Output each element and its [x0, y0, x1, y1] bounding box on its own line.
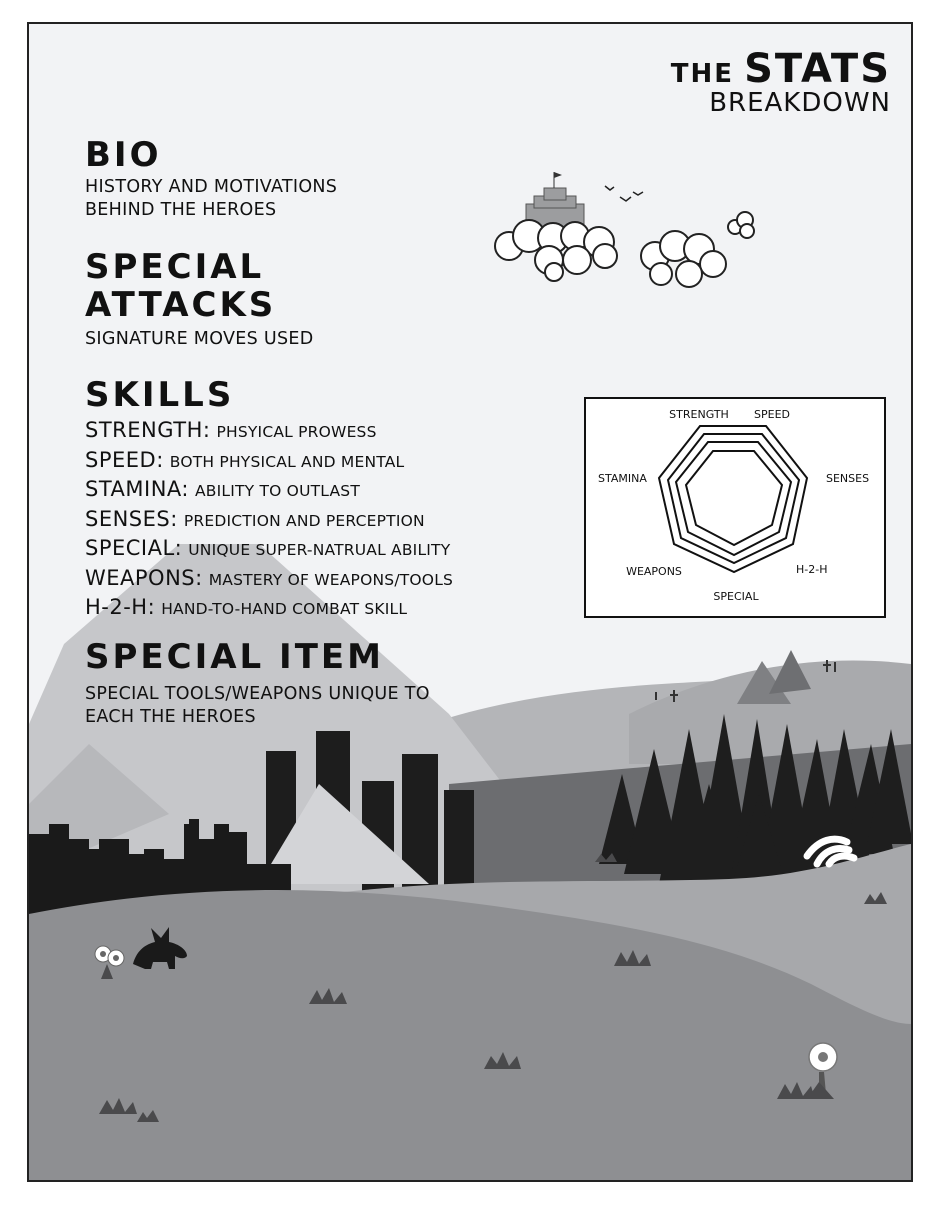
label-special: SPECIAL	[713, 590, 759, 603]
special-item-desc-line2: EACH THE HEROES	[85, 707, 256, 727]
bio-desc-line2: BEHIND THE HEROES	[85, 200, 277, 220]
skill-row-strength	[85, 418, 453, 448]
label-h2h: H-2-H	[796, 563, 828, 576]
skills-list	[85, 418, 453, 625]
radar-ring-3	[676, 442, 791, 555]
cloud-small	[728, 212, 754, 238]
skill-name: WEAPONS:	[85, 565, 203, 590]
bio-description	[85, 176, 337, 222]
skill-row-speed	[85, 448, 453, 478]
skill-row-special	[85, 536, 453, 566]
skill-name: STAMINA:	[85, 477, 189, 501]
skill-desc: ABILITY TO OUTLAST	[195, 482, 360, 500]
title-big: STATS	[744, 46, 891, 92]
title-main	[671, 46, 891, 92]
special-item-description	[85, 683, 430, 729]
radar-ring-outer	[659, 426, 807, 572]
skill-name: SPEED:	[85, 447, 164, 472]
special-item-desc-line1: SPECIAL TOOLS/WEAPONS UNIQUE TO	[85, 684, 430, 704]
skills-heading: SKILLS	[85, 375, 235, 415]
birds	[605, 186, 643, 201]
special-attacks-heading-line1: SPECIAL	[85, 247, 265, 287]
skill-name: SPECIAL:	[85, 536, 183, 560]
label-weapons: WEAPONS	[626, 565, 682, 578]
skill-row-weapons	[85, 566, 453, 596]
skill-desc: PHSYICAL PROWESS	[216, 423, 377, 441]
title-small: THE	[670, 59, 735, 89]
cloud-right	[641, 231, 726, 287]
skill-row-h2h	[85, 595, 453, 625]
skill-desc: PREDICTION AND PERCEPTION	[183, 511, 425, 530]
page-title	[671, 46, 891, 118]
title-subtitle: BREAKDOWN	[709, 88, 891, 118]
skill-row-stamina	[85, 477, 453, 507]
radar-ring-inner	[686, 451, 782, 545]
radar-svg	[586, 399, 883, 615]
skill-desc: HAND-TO-HAND COMBAT SKILL	[161, 600, 408, 618]
skill-name: H-2-H:	[85, 595, 156, 619]
bio-heading: BIO	[85, 135, 162, 175]
label-stamina: STAMINA	[598, 472, 647, 485]
special-attacks-heading-line2: ATTACKS	[85, 285, 277, 325]
skill-desc: UNIQUE SUPER-NATRUAL ABILITY	[188, 541, 451, 559]
special-item-heading: SPECIAL ITEM	[85, 637, 384, 677]
label-strength: STRENGTH	[669, 408, 729, 421]
skill-name: SENSES:	[85, 506, 178, 531]
label-senses: SENSES	[826, 472, 870, 485]
label-speed: SPEED	[754, 408, 790, 421]
cloud-left	[495, 220, 617, 281]
skill-desc: BOTH PHYSICAL AND MENTAL	[169, 452, 405, 471]
stat-radar-diagram	[584, 397, 886, 618]
special-attacks-description: SIGNATURE MOVES USED	[85, 329, 314, 349]
special-attacks-heading	[85, 248, 276, 324]
skill-desc: MASTERY OF WEAPONS/TOOLS	[208, 570, 454, 589]
radar-rings	[659, 426, 807, 572]
stats-page	[27, 22, 913, 1182]
skill-row-senses	[85, 507, 453, 537]
skill-name: STRENGTH:	[85, 418, 211, 442]
bio-desc-line1: HISTORY AND MOTIVATIONS	[85, 177, 338, 197]
